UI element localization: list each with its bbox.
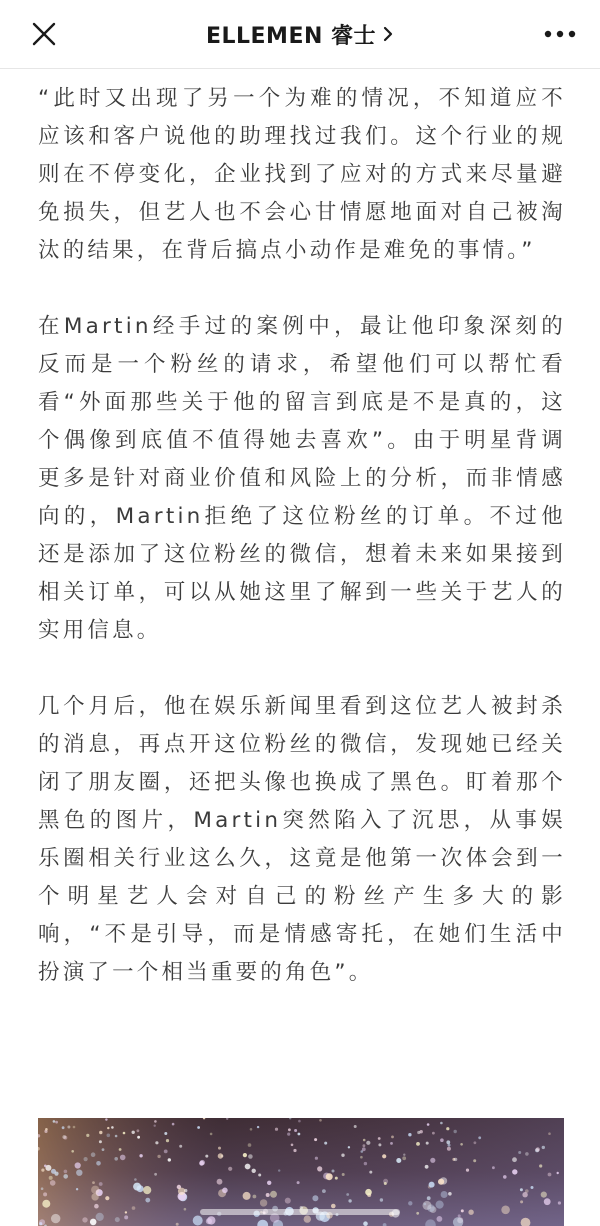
- article-paragraph: 在Martin经手过的案例中，最让他印象深刻的反而是一个粉丝的请求，希望他们可以帮忙看看“外面那些关于他的留言到底是不是真的，这个偶像到底值不值得她去喜欢”。由于明星背调更多是针对商业价值和风险上的分析，而非情感向的，Martin拒绝了这位粉丝的订单。不过他还是添加了这位粉丝的微信，想着未来如果接到相关订单，可以从她这里了解到一些关于艺人的实用信息。: [38, 314, 566, 643]
- more-dots-icon: [544, 30, 576, 38]
- nav-bar: [0, 0, 600, 69]
- article-photo[interactable]: [38, 1118, 564, 1226]
- article-paragraph: 几个月后，他在娱乐新闻里看到这位艺人被封杀的消息，再点开这位粉丝的微信，发现她已经关闭了朋友圈，还把头像也换成了黑色。盯着那个黑色的图片，Martin突然陷入了沉思，从事娱乐圈相关行业这么久，这竟是他第一次体会到一个明星艺人会对自己的粉丝产生多大的影响，“不是引导，而是情感寄托，在她们生活中扮演了一个相当重要的角色”。: [38, 694, 566, 985]
- close-icon: [31, 21, 57, 47]
- image-scroll-indicator: [200, 1209, 400, 1215]
- article-body: [38, 80, 566, 992]
- chevron-right-icon: [382, 25, 394, 43]
- more-button[interactable]: [538, 14, 582, 54]
- article-paragraph: “此时又出现了另一个为难的情况，不知道应不应该和客户说他的助理找过我们。这个行业的规则在不停变化，企业找到了应对的方式来尽量避免损失，但艺人也不会心甘情愿地面对自己被淘汰的结果，在背后搞点小动作是难免的事情。”: [38, 86, 566, 263]
- close-button[interactable]: [26, 14, 62, 54]
- account-title-button[interactable]: [150, 0, 450, 68]
- account-name: ELLEMEN 睿士: [205, 23, 377, 49]
